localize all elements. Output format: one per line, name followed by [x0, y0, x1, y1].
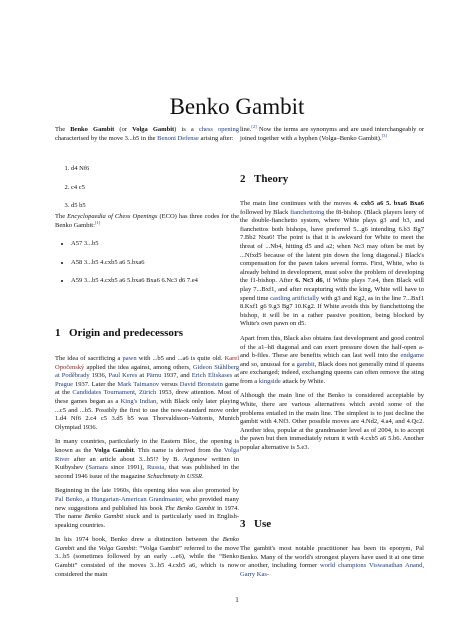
link-kings-indian[interactable]: King's Indian [120, 397, 157, 405]
link-fianchettoing[interactable]: fianchettoing [290, 208, 325, 216]
link-castling-artificially[interactable]: castling artificially [270, 294, 320, 302]
list-item: 3. d5 b5 [71, 202, 239, 211]
list-item: • A58 3...b5 4.cxb5 a6 5.bxa6 [71, 259, 239, 268]
link-zurich[interactable]: Zürich [138, 389, 157, 397]
link-benoni-defense[interactable]: Benoni Defense [157, 134, 199, 142]
use-section: The gambit's most notable practitioner has been its eponym, Pal Benko. Many of the world's strongest players have used it at one time or another, including former world champions Viswanathan Anand, Garry Kas- [240, 545, 424, 578]
link-hungarian-american-grandmaster[interactable]: Hungarian-American Grandmaster [91, 495, 183, 503]
link-kingside[interactable]: kingside [258, 377, 281, 385]
link-karel-opocensky[interactable]: Karel Opočenský [55, 355, 239, 371]
link-endgame[interactable]: endgame [400, 352, 424, 360]
link-parnu[interactable]: Pärnu [146, 372, 162, 380]
link-gambit[interactable]: gambit [296, 360, 315, 368]
link-world-champions-anand[interactable]: world champions Viswanathan Anand [320, 562, 423, 570]
page-number: 1 [235, 596, 239, 604]
citation-3[interactable]: [3] [381, 132, 387, 138]
intro-paragraph: The Benko Gambit (or Volga Gambit) is a chess opening characterised by the move 3...b5 in the Benoni Defense arising after: [55, 126, 239, 142]
link-samara[interactable]: Samara [88, 464, 108, 472]
eco-paragraph: The Encyclopaedia of Chess Openings (ECO) has three codes for the Benko Gambit:[1] [55, 213, 239, 229]
eco-codes-list [55, 240, 239, 296]
link-paul-keres[interactable]: Paul Keres [108, 372, 138, 380]
link-mark-taimanov[interactable]: Mark Taimanov [117, 380, 160, 388]
link-chess-opening[interactable]: chess opening [198, 126, 239, 133]
link-russia[interactable]: Russia [146, 464, 165, 472]
citation-2[interactable]: [2] [251, 123, 257, 129]
link-candidates-tournament[interactable]: Candidates Tournament [72, 389, 135, 397]
link-erich-eliskases[interactable]: Erich Eliskases [191, 372, 233, 380]
origin-section: The idea of sacrificing a pawn with ...b5 and ...a6 is quite old. Karel Opočenský applied the idea against, among others, Gideon Ståhlberg at Poděbrady 1936, Paul Keres at Pärnu 1937, and Erich Eliskases at Prague 1937. Later the Mark Taimanov versus David Bronstein game at the Candidates Tournament, Zürich 1953, drew attention. Most of these games began as a King's Indian, with Black only later playing ...c5 and ...b5. Possibly the first to use the now-standard move order 1.d4 Nf6 2.c4 c5 3.d5 b5 was Thorvaldsson–Vaitonis, Munich Olympiad 1936. In many countries, particularly in the Eastern Bloc, the opening is known as the Volga Gambit. This name is derived from the Volga River after an article about 3...b5!? by B. Argunow written in Kuibyshev (Samara since 1991), Russia, that was published in the second 1946 issue of the magazine Schachmaty in USSR. Beginning in the late 1960s, this opening idea was also promoted by Pal Benko, a Hungarian-American Grandmaster, who provided many new suggestions and published his book The Benko Gambit in 1974. The name Benko Gambit stuck and is particularly used in English-speaking countries. In his 1974 book, Benko drew a distinction between the Benko Gambit and the Volga Gambit: “Volga Gambit” referred to the move 3...b5 (sometimes followed by an early ...e6), while the “Benko Gambit” consisted of the moves 3...b5 4.cxb5 a6, which is now considered the main [55, 355, 240, 578]
link-prague[interactable]: Prague [55, 380, 74, 388]
citation-1[interactable]: [1] [94, 219, 101, 225]
link-pawn[interactable]: pawn [122, 355, 137, 362]
list-item: • A57 3...b5 [71, 240, 239, 249]
link-david-bronstein[interactable]: David Bronstein [179, 380, 223, 388]
list-item: 2. c4 c5 [71, 184, 239, 193]
list-item: 1. d4 Nf6 [71, 165, 239, 174]
section-heading-origin: 1 Origin and predecessors [55, 327, 184, 339]
link-garry-kasparov[interactable]: Garry Kas- [240, 570, 270, 578]
link-pal-benko[interactable]: Pal Benko [55, 495, 83, 503]
list-item: • A59 3...b5 4.cxb5 a6 5.bxa6 Bxa6 6.Nc3 d6 7.e4 [71, 277, 239, 286]
link-eco: Encyclopaedia of Chess Openings [67, 213, 158, 220]
link-gideon-stahlberg[interactable]: Gideon Ståhlberg at Poděbrady [55, 363, 239, 380]
page-title: Benko Gambit [169, 94, 305, 119]
section-heading-use: 3 Use [240, 518, 272, 530]
section-heading-theory: 2 Theory [240, 173, 289, 185]
continued-paragraph: line.[2] Now the terms are synonyms and are used interchangeably or joined together with a hyphen (Volga–Benko Gambit).[3] [240, 123, 424, 142]
link-volga-river[interactable]: Volga River [55, 446, 239, 463]
theory-section: The main line continues with the moves 4. cxb5 a6 5. bxa6 Bxa6 followed by Black fianchettoing the f8-bishop. (Black players leery of the double-fianchetto system, where White plays g3 and b3, and fianchettos both bishops, have preferred 5...g6 intending 6.b3 Bg7 7.Bb2 Nxa6! The point is that it is awkward for White to meet the threat of ...Nb4, hitting d5 and a2; when Nc3 may often be met by ...Nfxd5 because of the latent pin down the long diagonal.) Black's compensation for the pawn takes several forms. First, White, who is already behind in development, must solve the problem of developing the f1-bishop. After 6. Nc3 d6, if White plays 7.e4, then Black will play 7...Bxf1, and after recapturing with the king, White will have to spend time castling artificially with g3 and Kg2, as in the line 7...Bxf1 8.Kxf1 g6 9.g3 Bg7 10.Kg2. If White avoids this by fianchettoing the bishop, it will be in a rather passive position, being blocked by White's own pawn on d5. Apart from this, Black also obtains fast development and good control of the a1–h8 diagonal and can exert pressure down the half-open a- and b-files. These are benefits which can last well into the endgame and so, unusual for a gambit, Black does not generally mind if queens are exchanged; indeed, exchanging queens can often remove the sting from a kingside attack by White. Although the main line of the Benko is considered acceptable by White, there are various alternatives which avoid some of the problems entailed in the main line. The simplest is to just decline the gambit with 4.Nf3. Other possible moves are 4.Nd2, 4.a4, and 4.Qc2. Another idea, popular at the grandmaster level as of 2004, is to accept the pawn but then immediately return it with 4.cxb5 a6 5.b6. Another popular alternative is 5.e3. [240, 200, 424, 452]
